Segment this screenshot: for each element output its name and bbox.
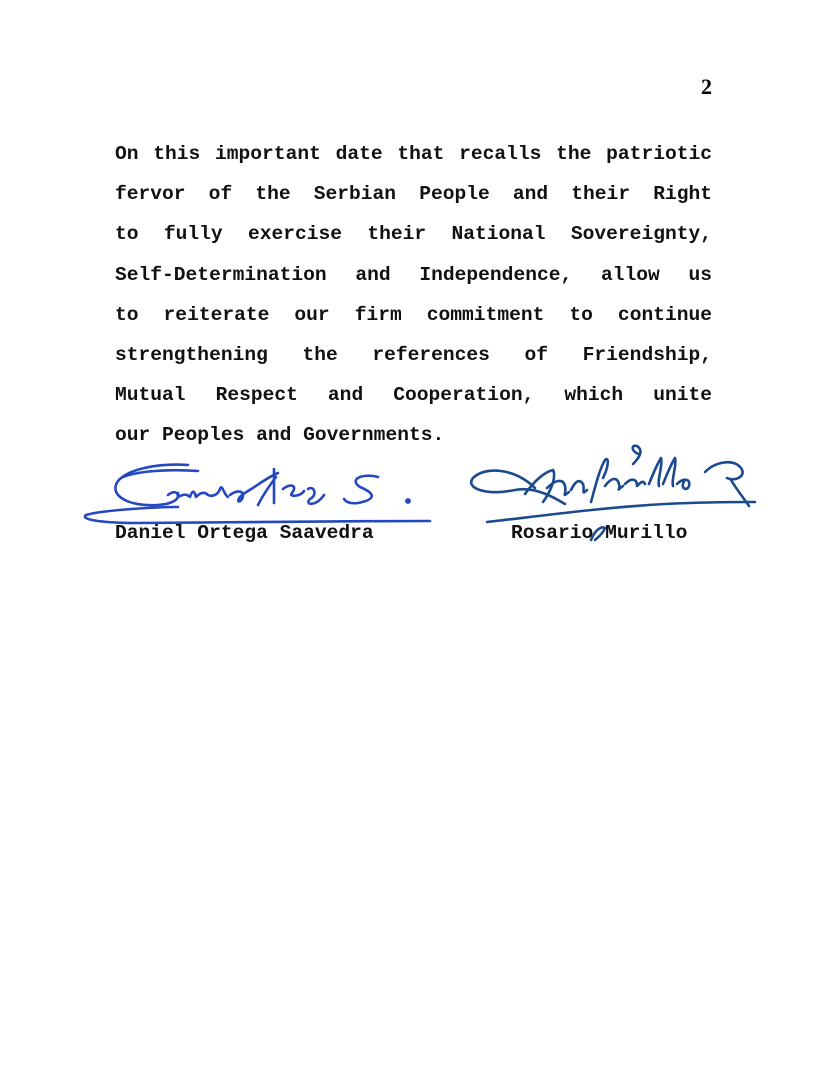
signer-name-right: Rosario Murillo (511, 522, 688, 544)
paragraph-line: to reiterate our firm commitment to continue (115, 303, 712, 326)
paragraph-line: Mutual Respect and Cooperation, which unite (115, 384, 712, 407)
paragraph-line: fervor of the Serbian People and their Right (115, 183, 712, 206)
paragraph-line: Self-Determination and Independence, allow us (115, 263, 712, 286)
signer-name-left: Daniel Ortega Saavedra (115, 522, 374, 544)
paragraph-line: to fully exercise their National Sovereignty, (115, 223, 712, 246)
page-number: 2 (701, 74, 712, 99)
paragraph-line: our Peoples and Governments. (115, 424, 445, 447)
paragraph-line: strengthening the references of Friendship, (115, 343, 712, 366)
paragraph-line: On this important date that recalls the patriotic (115, 143, 712, 165)
signature-daniel-ortega (78, 455, 438, 530)
letter-paragraph (115, 134, 712, 456)
